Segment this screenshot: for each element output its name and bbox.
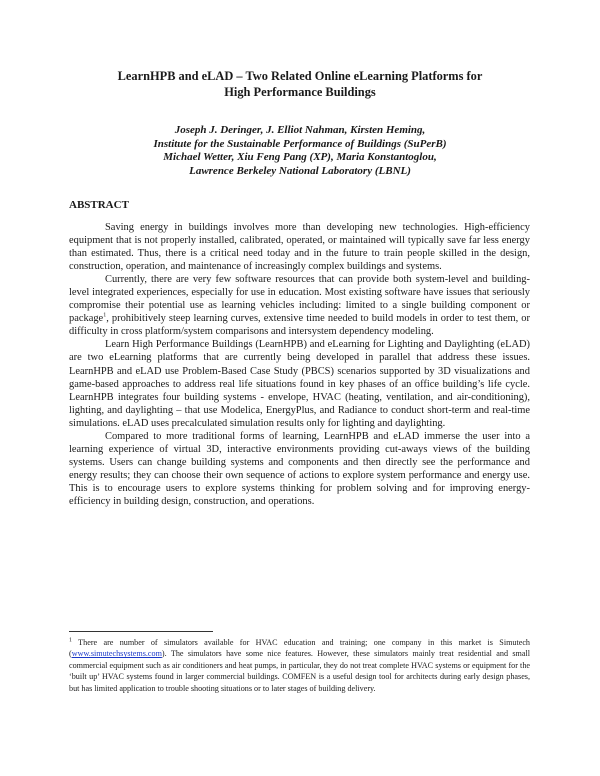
paragraph-text: Currently, there are very few software resources that can provide both system-level and building-level integrated experiences, especially for use in education. Most existing software have issues that seriously compromise their potential use as learning vehicles including: limited to a single building component or package <box>69 274 530 325</box>
author-block <box>60 124 540 178</box>
footnote-text: There are number of simulators available for HVAC education and training; one company in this market is Simutech ( <box>69 638 530 659</box>
paper-title <box>60 69 540 100</box>
paragraph-text: , prohibitively steep learning curves, extensive time needed to build models in order to test them, or difficulty in cross platform/system comparisons and intersystem dependency modeling. <box>69 313 530 338</box>
affiliation-line: Lawrence Berkeley National Laboratory (LBNL) <box>189 164 411 177</box>
title-line-1: LearnHPB and eLAD – Two Related Online eLearning Platforms for <box>117 69 483 83</box>
abstract-heading: ABSTRACT <box>69 199 129 211</box>
footnote-text: ). The simulators have some nice features. However, these simulators mainly treat residential and small commercial equipment such as air conditioners and heat pumps, in particular, they do not treat complete HVAC systems or equipment for the ‘built up’ HVAC systems found in larger commercial buildings. COMFEN is a useful design tool for architects during early design phases, but has limited application to trouble shooting situations or to later stages of building delivery. <box>69 649 530 693</box>
footnote-marker: 1 <box>69 637 72 644</box>
footnote-reference[interactable]: 1 <box>103 312 107 319</box>
footnote <box>69 637 530 694</box>
simutech-link[interactable]: www.simutechsystems.com <box>71 649 162 659</box>
abstract-paragraph-4: Compared to more traditional forms of learning, LearnHPB and eLAD immerse the user into a learning experience of virtual 3D, interactive environments providing cut-aways views of the building systems. Users can change building systems and components and then directly see the performance and energy results; they can choose their own sequence of actions to explore system performance and energy use. This is to encourage users to explore systems thinking for problem solving and for improving energy-efficiency in building design, construction, and operations. <box>69 430 530 507</box>
author-line: Michael Wetter, Xiu Feng Pang (XP), Maria Konstantoglou, <box>163 151 437 164</box>
abstract-body <box>69 221 530 508</box>
abstract-paragraph-1: Saving energy in buildings involves more than developing new technologies. High-efficiency equipment that is not properly installed, calibrated, operated, or maintained will typically save far less energy than estimated. Thus, there is a critical need today and in the future to train people skilled in the design, construction, operation, and maintenance of increasingly complex buildings and systems. <box>69 222 530 273</box>
abstract-paragraph-3: Learn High Performance Buildings (LearnHPB) and eLearning for Lighting and Daylighting (eLAD) are two eLearning platforms that are currently being developed in parallel that address these issues. LearnHPB and eLAD use Problem-Based Case Study (PBCS) scenarios supported by 3D visualizations and game-based approaches to address real life situations found in key phases of an office building’s life cycle. LearnHPB integrates four building systems - envelope, HVAC (heating, ventilation, and air-conditioning), lighting, and daylighting – that use Modelica, EnergyPlus, and Radiance to conduct short-term and real-time simulations. eLAD uses precalculated simulation results only for lighting and daylighting. <box>69 339 530 429</box>
abstract-paragraph-2 <box>69 273 530 338</box>
footnote-divider <box>69 631 213 632</box>
affiliation-line: Institute for the Sustainable Performance of Buildings (SuPerB) <box>153 137 447 150</box>
title-line-2: High Performance Buildings <box>224 84 376 99</box>
author-line: Joseph J. Deringer, J. Elliot Nahman, Kirsten Heming, <box>174 124 426 136</box>
